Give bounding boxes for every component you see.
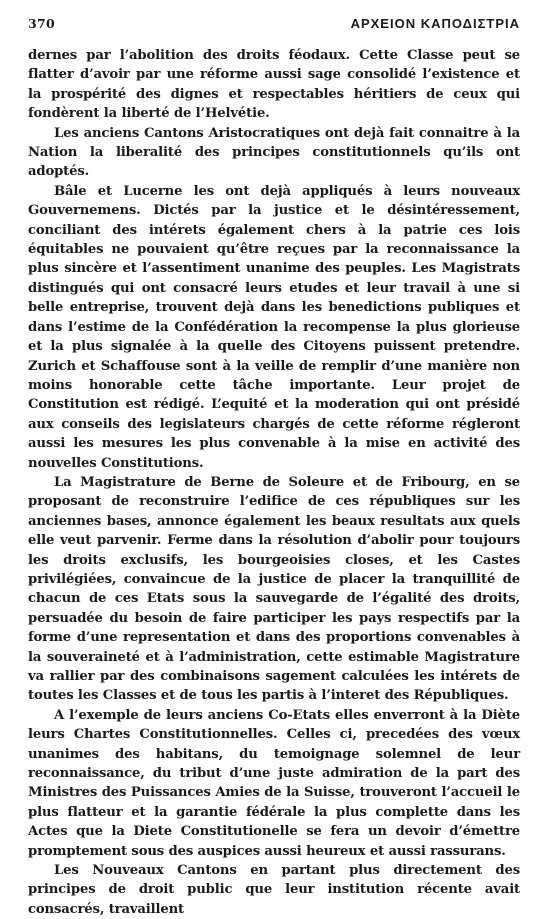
running-head <box>28 16 520 46</box>
document-page <box>28 16 520 919</box>
paragraph: La Magistrature de Berne de Soleure et de Fribourg, en se proposant de reconstruire l’edifice de ces républiques sur les anciennes bases, annonce également les beaux resultats aux quels elle veut parvenir. Ferme dans la résolution d’abolir pour toujours les droits exclusifs, les bourgeoisies closes, et les Castes privilégiées, convaincue de la justice de placer la tranquillité de chacun de ces Etats sous la sauvegarde de l’égalité des droits, persuadée du besoin de faire participer les pays respectifs par la forme d’une representation et dans des proportions convenables à la souveraineté et à l’administration, cette estimable Magistrature va rallier par des combinaisons sagement calculées les intérets de toutes les Classes et de tous les partis à l’interet des Républiques. <box>28 474 520 704</box>
page-number: 370 <box>28 16 55 31</box>
paragraph: Les Nouveaux Cantons en partant plus directement des principes de droit public que leur institution récente avait consacrés, travaillent <box>28 863 520 917</box>
running-title: ΑΡΧΕΙΟΝ ΚΑΠΟΔΙΣΤΡΙΑ <box>350 16 520 31</box>
paragraph: A l’exemple de leurs anciens Co-Etats elles enverront à la Diète leurs Chartes Constitutionnelles. Celles ci, precedées des vœux unanimes des habitans, du temoignage solemnel de leur reconnaissance, du tribut d’une juste admiration de la part des Ministres des Puissances Amies de la Suisse, trouveront l’accueil le plus flatteur et la garantie fédérale la plus complette dans les Actes que la Diete Constitutionelle se fera un devoir d’émettre promptement sous des auspices aussi heureux et aussi rassurans. <box>28 707 520 859</box>
paragraph: Bâle et Lucerne les ont dejà appliqués à leurs nouveaux Gouvernemens. Dictés par la justice et le désintéressement, conciliant des intérets également chers à la patrie ces lois équitables ne pouvaient qu’être reçues par la reconnaissance la plus sincère et l’assentiment unanime des peuples. Les Magistrats distingués qui ont consacré leurs etudes et leur travail à une si belle entreprise, trouvent dejà dans les benedictions publiques et dans l’estime de la Confédération la recompense la plus glorieuse et la plus signalée à la quelle des Citoyens puissent pretendre. Zurich et Schaffouse sont à la veille de remplir d’une manière non moins honorable cette tâche importante. Leur projet de Constitution est rédigé. L’equité et la moderation qui ont présidé aux conseils des legislateurs chargés de cette réforme régleront aussi les mesures les plus convenable à la mise en activité des nouvelles Constitutions. <box>28 183 520 471</box>
paragraph: dernes par l’abolition des droits féodaux. Cette Classe peut se flatter d’avoir par une réforme aussi sage consolidé l’existence et la prospérité des dignes et respectables héritiers de ceux qui fondèrent la liberté de l’Helvétie. <box>28 48 520 122</box>
paragraph: Les anciens Cantons Aristocratiques ont dejà fait connaitre à la Nation la liberalité des principes constitutionnels qu’ils ont adoptés. <box>28 125 520 180</box>
body-text <box>28 46 520 919</box>
